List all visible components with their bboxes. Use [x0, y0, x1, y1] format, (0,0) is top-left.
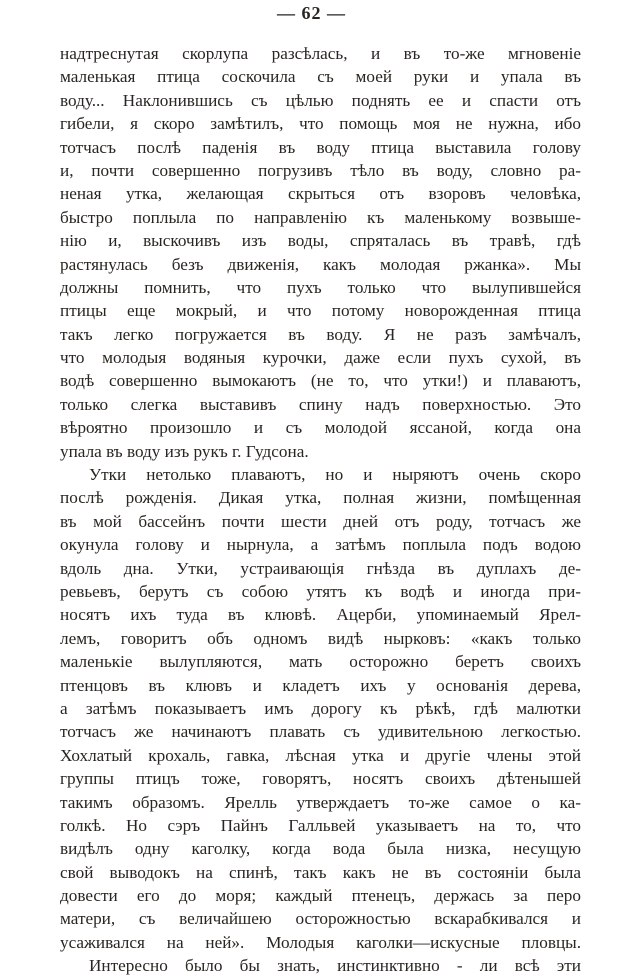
text-line: Хохлатый крохаль, гавка, лѣсная утка и другіе члены этой — [60, 745, 581, 765]
page-number: — 62 — — [277, 3, 346, 23]
text-line: маленькая птица соскочила съ моей руки и упала въ — [60, 67, 581, 87]
text-line: быстро поплыла по направленію къ маленькому возвыше- — [60, 207, 581, 227]
text-line: растянулась безъ движенія, какъ молодая ржанка». Мы — [60, 254, 581, 274]
text-line: группы птицъ тоже, говорятъ, носятъ своихъ дѣтенышей — [60, 769, 581, 789]
text-line: а затѣмъ показываетъ имъ дорогу къ рѣкѣ, гдѣ малютки — [60, 698, 581, 718]
text-line: матери, съ величайшею осторожностью вскарабкивался и — [60, 909, 581, 929]
text-line: вдоль дна. Утки, устраивающія гнѣзда въ дуплахъ де- — [60, 558, 581, 578]
text-line: тотчасъ же начинаютъ плавать съ удивительною легкостью. — [60, 722, 581, 742]
text-line: гибели, я скоро замѣтилъ, что помощь моя не нужна, ибо — [60, 114, 581, 134]
text-line: маленькіе вылупляются, мать осторожно беретъ своихъ — [60, 652, 581, 672]
text-line: довести его до моря; каждый птенецъ, держась за перо — [60, 886, 581, 906]
text-line: Интересно было бы знать, инстинктивно - ли всѣ эти — [89, 956, 581, 976]
text-line: ревьевъ, берутъ съ собою утятъ къ водѣ и иногда при- — [60, 581, 581, 601]
text-line: окунула голову и нырнула, а затѣмъ поплыла подъ водою — [60, 535, 581, 555]
text-line: въ мой бассейнъ почти шести дней отъ роду, тотчасъ же — [60, 511, 581, 531]
text-line: носятъ ихъ туда въ клювѣ. Ацерби, упоминаемый Ярел- — [60, 605, 581, 625]
text-line: водѣ совершенно вымокаютъ (не то, что утки!) и плаваютъ, — [60, 371, 581, 391]
text-line: нію и, выскочивъ изъ воды, спряталась въ травѣ, гдѣ — [60, 231, 581, 251]
text-line: должны помнить, что пухъ только что вылупившейся — [60, 277, 581, 297]
text-line: неная утка, желающая скрыться отъ взоровъ человѣка, — [60, 184, 581, 204]
text-line: Утки нетолько плаваютъ, но и ныряютъ очень скоро — [89, 465, 581, 485]
text-line: воду... Наклонившись съ цѣлью поднять ее и спасти отъ — [60, 90, 581, 110]
text-line: вѣроятно произошло и съ молодой яссаной, когда она — [60, 418, 581, 438]
text-line: голкѣ. Но сэръ Пайнъ Галльвей указываетъ на то, что — [60, 815, 581, 835]
text-line: только слегка выставивъ спину надъ поверхностью. Это — [60, 394, 581, 414]
text-line: тотчасъ послѣ паденія въ воду птица выставила голову — [60, 137, 581, 157]
text-line: такимъ образомъ. Ярелль утверждаетъ то-же самое о ка- — [60, 792, 581, 812]
text-line: упала въ воду изъ рукъ г. Гудсона. — [60, 441, 309, 461]
text-line: усаживался на ней». Молодыя каголки—искусные пловцы. — [60, 932, 581, 952]
text-line: свой выводокъ на спинѣ, такъ какъ не въ состояніи была — [60, 862, 581, 882]
text-line: такъ легко погружается въ воду. Я не разъ замѣчалъ, — [60, 324, 581, 344]
body-text — [60, 42, 581, 978]
text-line: послѣ рожденія. Дикая утка, полная жизни, помѣщенная — [60, 488, 581, 508]
text-line: лемъ, говоритъ объ одномъ видѣ нырковъ: «какъ только — [60, 628, 581, 648]
text-line: птицы еще мокрый, и что потому новорожденная птица — [60, 301, 581, 321]
text-line: птенцовъ въ клювъ и кладетъ ихъ у основанія дерева, — [60, 675, 581, 695]
text-line: надтреснутая скорлупа разсѣлась, и въ то-же мгновеніе — [60, 44, 581, 63]
text-line: и, почти совершенно погрузивъ тѣло въ воду, словно ра- — [60, 160, 581, 180]
text-line: что молодыя водяныя курочки, даже если пухъ сухой, въ — [60, 348, 581, 368]
text-line: видѣлъ одну каголку, когда вода была низка, несущую — [60, 839, 581, 859]
